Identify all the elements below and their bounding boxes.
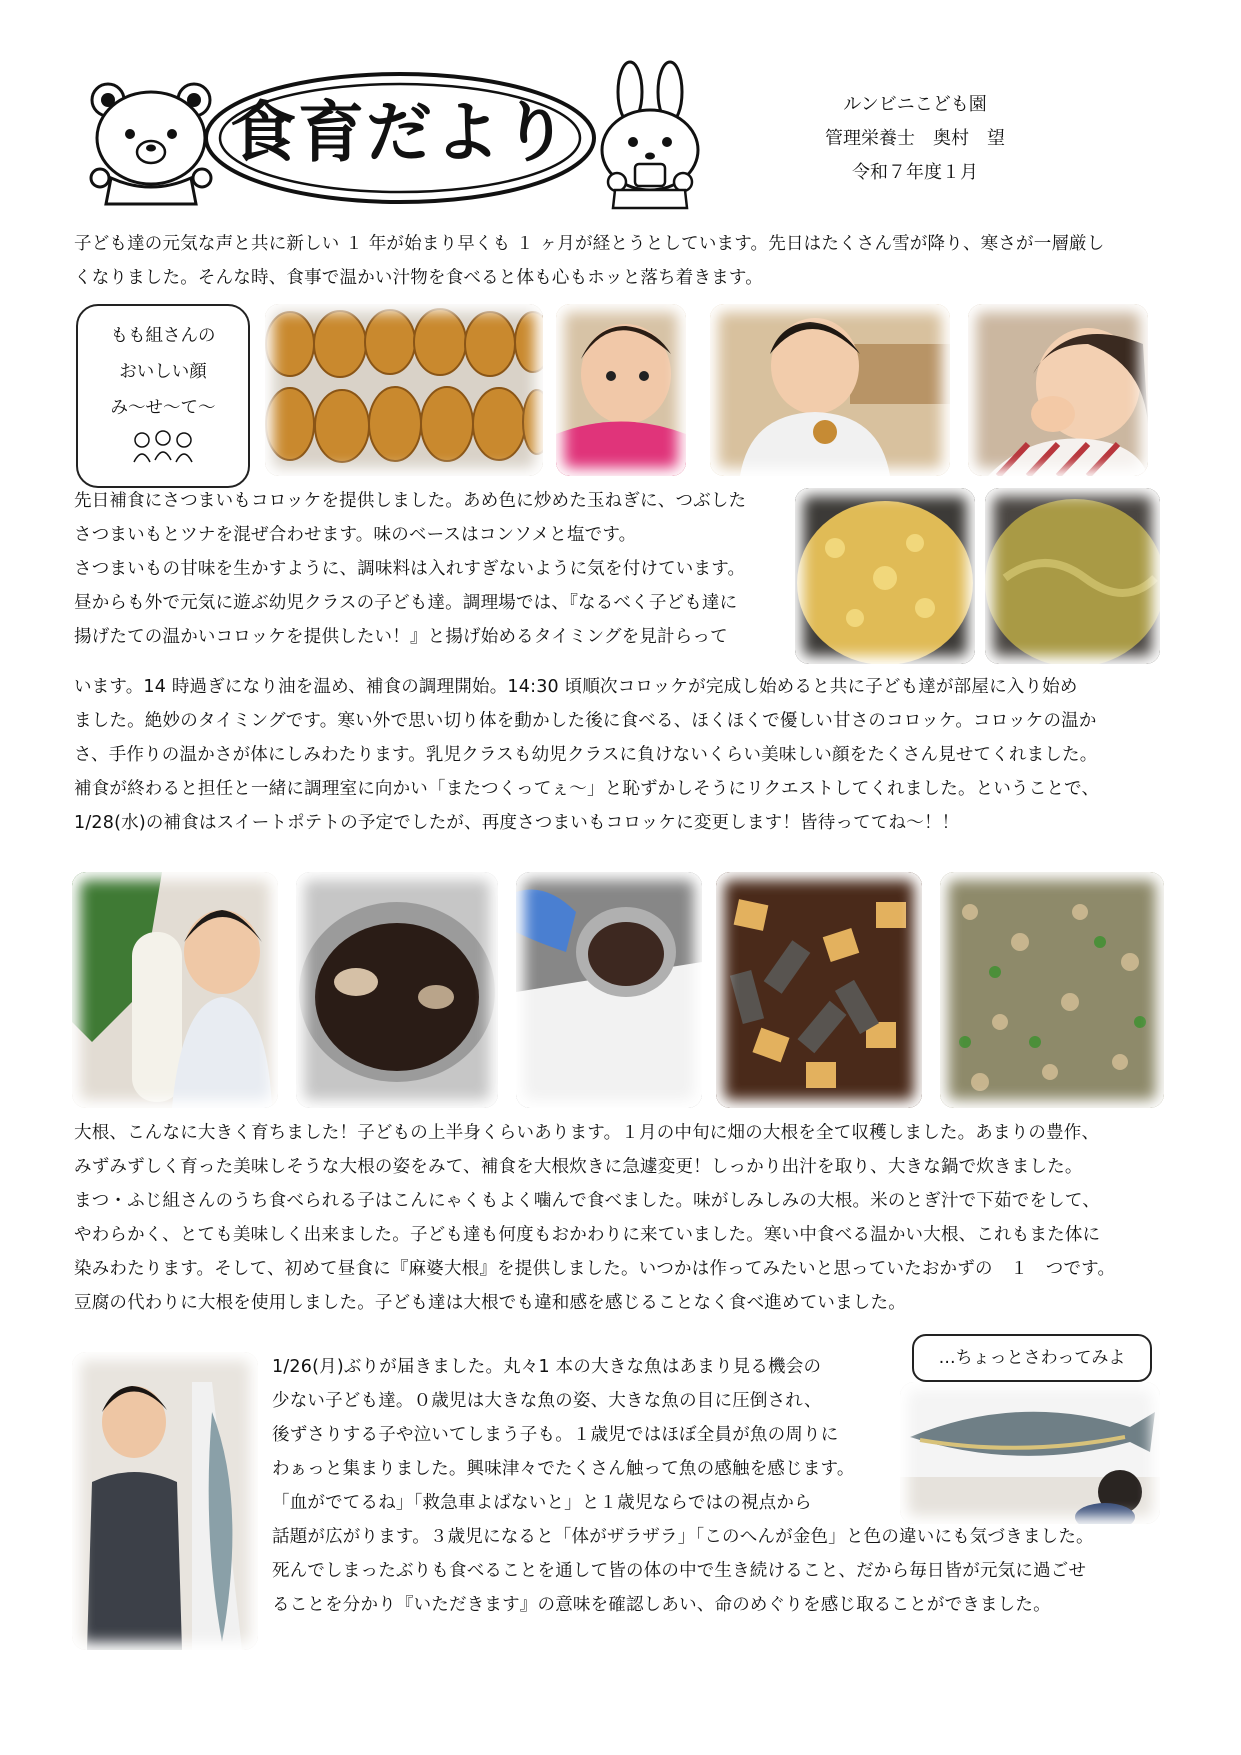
header-info — [790, 88, 1040, 190]
child-eating-photo-2 — [710, 304, 950, 476]
child-eating-photo-3 — [968, 304, 1148, 476]
straining-broth-photo — [516, 872, 702, 1108]
fish-bubble: …ちょっとさわってみよ — [912, 1334, 1152, 1382]
croquette-tray-photo — [265, 304, 543, 476]
daikon-paragraph: 大根、こんなに大きく育ちました！子どもの上半身くらいあります。１月の中旬に畑の大根を全て収穫しました。あまりの豊作、 みずみずしく育った美味しそうな大根の姿をみて、補食を大根炊きに急遽変更！しっかり出汁を取り、大きな鍋で炊きました。 まつ・ふじ組さんのうち食べられる子はこんにゃくもよく噛んで食べました。味がしみしみの大根。米のとぎ汁で下茹でをして、 やわらかく、とても美味しく出来ました。子ども達も何度もおかわりに来ていました。寒い中食べる温かい大根、これもまた体に 染みわたります。そして、初めて昼食に『麻婆大根』を提供しました。いつかは作ってみたいと思っていたおかずの １ つです。 豆腐の代わりに大根を使用しました。子ども達は大根でも違和感を感じることなく食べ進めていました。 — [74, 1123, 1116, 1313]
momo-bubble: もも組さんの おいしい顔 み～せ～て～ — [76, 304, 250, 488]
org-name: ルンビニこども園 — [843, 94, 987, 115]
bear-mascot-icon — [86, 78, 216, 208]
fish-paragraph-wide: 話題が広がります。３歳児になると「体がザラザラ」「このへんが金色」と色の違いにも気づきました。 死んでしまったぶりも食べることを通して皆の体の中で生き続けること、だから毎日皆が元気に過ごせ ることを分かり『いただきます』の意味を確認しあい、命のめぐりを感じ取ることができました。 — [272, 1527, 1094, 1615]
mapo-daikon-photo — [940, 872, 1164, 1108]
issue-date: 令和７年度１月 — [852, 162, 978, 183]
intro-paragraph: 子ども達の元気な声と共に新しい １ 年が始まり早くも １ ヶ月が経とうとしています。先日はたくさん雪が降り、寒さが一層厳し くなりました。そんな時、食事で温かい汁物を食べると体も心もホッと落ち着きます。 — [74, 234, 1105, 288]
croquette-paragraph-wide: います。14 時過ぎになり油を温め、補食の調理開始。14:30 頃順次コロッケが完成し始めると共に子ども達が部屋に入り始め ました。絶妙のタイミングです。寒い外で思い切り体を動かした後に食べる、ほくほくで優しい甘さのコロッケ。コロッケの温か さ、手作りの温かさが体にしみわたります。乳児クラスも幼児クラスに負けないくらい美味しい顔をたくさん見せてくれました。 補食が終わると担任と一緒に調理室に向かい「またつくってぇ～」と恥ずかしそうにリクエストしてくれました。ということで、 1/28(水)の補食はスイートポテトの予定でしたが、再度さつまいもコロッケに変更します！皆待っててね～！！ — [74, 677, 1100, 833]
author-name: 管理栄養士 奥村 望 — [825, 128, 1005, 149]
fish-paragraph-narrow: 1/26(月)ぶりが届きました。丸々1 本の大きな魚はあまり見る機会の 少ない子ども達。０歳児は大きな魚の姿、大きな魚の目に圧倒され、 後ずさりする子や泣いてしまう子も。１歳児ではほぼ全員が魚の周りに わぁっと集まりました。興味津々でたくさん触って魚の感触を感じます。 「血がでてるね」「救急車よばないと」と１歳児ならではの視点から — [272, 1357, 855, 1513]
daikon-stew-photo — [716, 872, 922, 1108]
frying-pan-photo-1 — [795, 488, 975, 664]
rabbit-mascot-icon — [595, 60, 705, 210]
croquette-paragraph-narrow: 先日補食にさつまいもコロッケを提供しました。あめ色に炒めた玉ねぎに、つぶした さつまいもとツナを混ぜ合わせます。味のベースはコンソメと塩です。 さつまいもの甘味を生かすように、調味料は入れすぎないように気を付けています。 昼からも外で元気に遊ぶ幼児クラスの子ども達。調理場では、『なるべく子ども達に 揚げたての温かいコロッケを提供したい！』と揚げ始めるタイミングを見計らって — [74, 491, 747, 647]
child-with-daikon-photo — [72, 872, 278, 1108]
children-doodle-icon — [128, 428, 198, 464]
page-title: 食育だより — [230, 94, 570, 171]
frying-pan-photo-2 — [985, 488, 1160, 664]
fish-on-table-photo — [900, 1382, 1160, 1524]
child-with-fish-photo — [72, 1352, 258, 1650]
cooking-pot-photo — [296, 872, 498, 1108]
child-eating-photo-1 — [556, 304, 686, 476]
